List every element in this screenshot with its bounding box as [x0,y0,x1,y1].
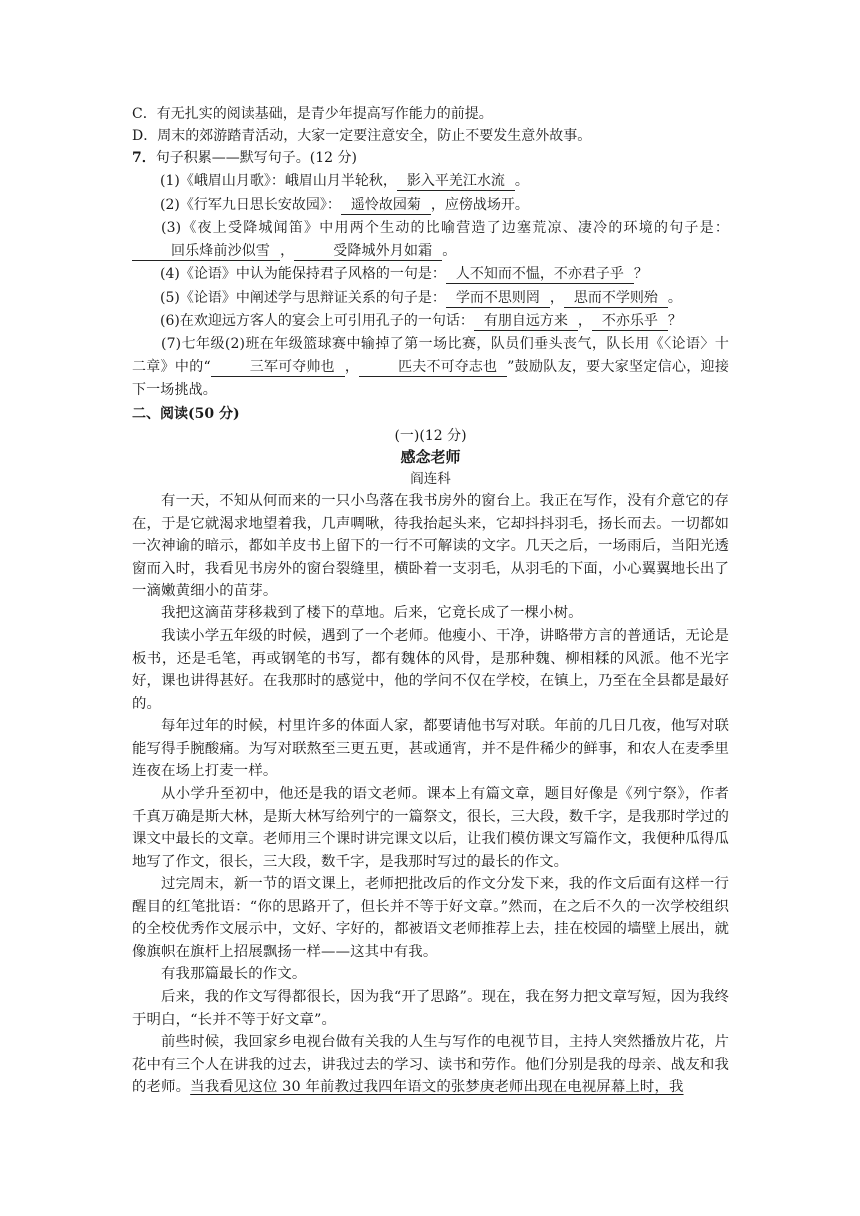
reading-paragraph-last [132,1031,729,1099]
answer-blank: 思而不学则殆 [564,289,668,308]
sentence-text: (2)《行军九日思长安故园》： [160,197,341,213]
reading-paragraph: 我读小学五年级的时候，遇到了一个老师。他瘦小、干净，讲略带方言的普通话，无论是板书，还是毛笔，再或钢笔的书写，都有魏体的风骨，是那种魏、柳相糅的风派。他不光字好，课也讲得甚好。在我那时的感觉中，他的学问不仅在学校，在镇上，乃至在全县都是最好的。 [132,628,729,712]
section-heading: 二、阅读(50 分) [132,406,240,422]
reading-paragraph: 有我那篇最长的作文。 [161,966,307,982]
answer-blank: 受降城外月如霜 [294,242,442,261]
sentence-3 [132,217,729,263]
answer-blank: 学而不思则罔 [446,289,550,308]
question-7-title [132,147,732,169]
answer-blank: 匹夫不可夺志也 [359,358,507,377]
reading-paragraph: 每年过年的时候，村里许多的体面人家，都要请他书写对联。年前的几日几夜，他写对联能写得手腕酸痛。为写对联熬至三更五更，甚或通宵，并不是件稀少的鲜事，和农人在麦季里连夜在场上打麦一样。 [132,718,729,779]
paragraph-text: 前些时候，我回家乡电视台做有关我的人生与写作的电视节目，主持人突然播放片花，片花中有三个人在讲我的过去，讲我过去的学习、读书和劳作。他们分别是我的母亲、战友和我的老师。 [132,1034,729,1095]
sentence-text: 。 [514,173,529,189]
sentence-7 [132,333,729,402]
answer-blank: 遥怜故园菊 [341,196,431,215]
question-title-text: 句子积累——默写句子。(12 分) [155,150,357,166]
sentence-2 [160,194,760,216]
reading-paragraph: 从小学升至初中，他还是我的语文老师。课本上有篇文章，题目好像是《列宁祭》，作者千真万确是斯大林，是斯大林写给列宁的一篇祭文，很长，三大段，数千字，是我那时学过的课文中最长的文章。老师用三个课时讲完课文以后，让我们模仿课文写篇作文，我便种瓜得瓜地写了作文，很长，三大段，数千字，是我那时写过的最长的作文。 [132,786,729,870]
sentence-text: (6)在欢迎远方客人的宴会上可引用孔子的一句话： [160,313,474,329]
answer-blank: 回乐烽前沙似雪 [132,242,280,261]
sentence-text: ”鼓励队友，要大家坚定信心，迎接下一场挑战。 [132,359,729,398]
reading-title: 感念老师 [400,448,461,466]
reading-paragraph: 有一天，不知从何而来的一只小鸟落在我书房外的窗台上。我正在写作，没有介意它的存在，于是它就渴求地望着我，几声啁啾，待我抬起头来，它却抖抖羽毛，扬长而去。一切都如一次神谕的暗示，都如羊皮书上留下的一行不可解读的文字。几天之后，一场雨后，当阳光透窗而入时，我看见书房外的窗台裂缝里，横卧着一支羽毛，从羽毛的下面，小心翼翼地长出了一滴嫩黄细小的苗芽。 [132,493,729,599]
reading-part-label: (一)(12 分) [394,428,467,444]
reading-author: 阎连科 [410,471,451,487]
sentence-text: (5)《论语》中阐述学与思辩证关系的句子是： [160,290,446,306]
sentence-text: (1)《峨眉山月歌》：峨眉山月半轮秋， [160,173,397,189]
sentence-text: (7)七年级(2)班在年级篮球赛中输掉了第一场比赛，队员们垂头丧气，队长用《〈论语〉十二章》中的“ [132,336,729,375]
sentence-text: ？ [633,266,648,282]
answer-blank: 人不知而不愠，不亦君子乎 [446,265,634,284]
underlined-sentence: 当我看见这位 30 年前教过我四年语文的张梦庚老师出现在电视屏幕上时，我 [190,1079,684,1095]
answer-blank: 有朋自远方来 [474,312,578,331]
sentence-text: ，应傍战场开。 [430,197,529,213]
option-d: D．周末的郊游踏青活动，大家一定要注意安全，防止不要发生意外故事。 [132,128,592,144]
reading-paragraph: 后来，我的作文写得都很长，因为我“开了思路”。现在，我在努力把文章写短，因为我终于明白，“长并不等于好文章”。 [132,989,729,1028]
sentence-text: ， [549,290,564,306]
sentence-4 [160,263,760,285]
answer-blank: 不亦乐乎 [592,312,668,331]
sentence-5 [160,287,760,309]
question-number: 7． [132,150,156,166]
sentence-text: 。 [442,243,457,259]
sentence-6 [160,310,760,332]
sentence-text: ， [280,243,295,259]
sentence-text: ， [577,313,592,329]
answer-blank: 三军可夺帅也 [211,358,345,377]
option-c: C．有无扎实的阅读基础，是青少年提高写作能力的前提。 [132,106,493,122]
sentence-text: ， [344,359,360,375]
answer-blank: 影入平羌江水流 [397,172,515,191]
reading-paragraph: 我把这滴苗芽移栽到了楼下的草地。后来，它竟长成了一棵小树。 [161,605,583,621]
sentence-text: (3)《夜上受降城闻笛》中用两个生动的比喻营造了边塞荒凉、凄冷的环境的句子是： [161,220,729,236]
sentence-1 [160,170,760,192]
sentence-text: 。 [667,290,682,306]
sentence-text: ？ [667,313,682,329]
reading-paragraph: 过完周末，新一节的语文课上，老师把批改后的作文分发下来，我的作文后面有这样一行醒目的红笔批语：“你的思路开了，但长并不等于好文章。”然而，在之后不久的一次学校组织的全校优秀作文展示中，文好、字好的，都被语文老师推荐上去，挂在校园的墙壁上展出，就像旗帜在旗杆上招展飘扬一样——这其中有我。 [132,876,729,960]
sentence-text: (4)《论语》中认为能保持君子风格的一句是： [160,266,446,282]
